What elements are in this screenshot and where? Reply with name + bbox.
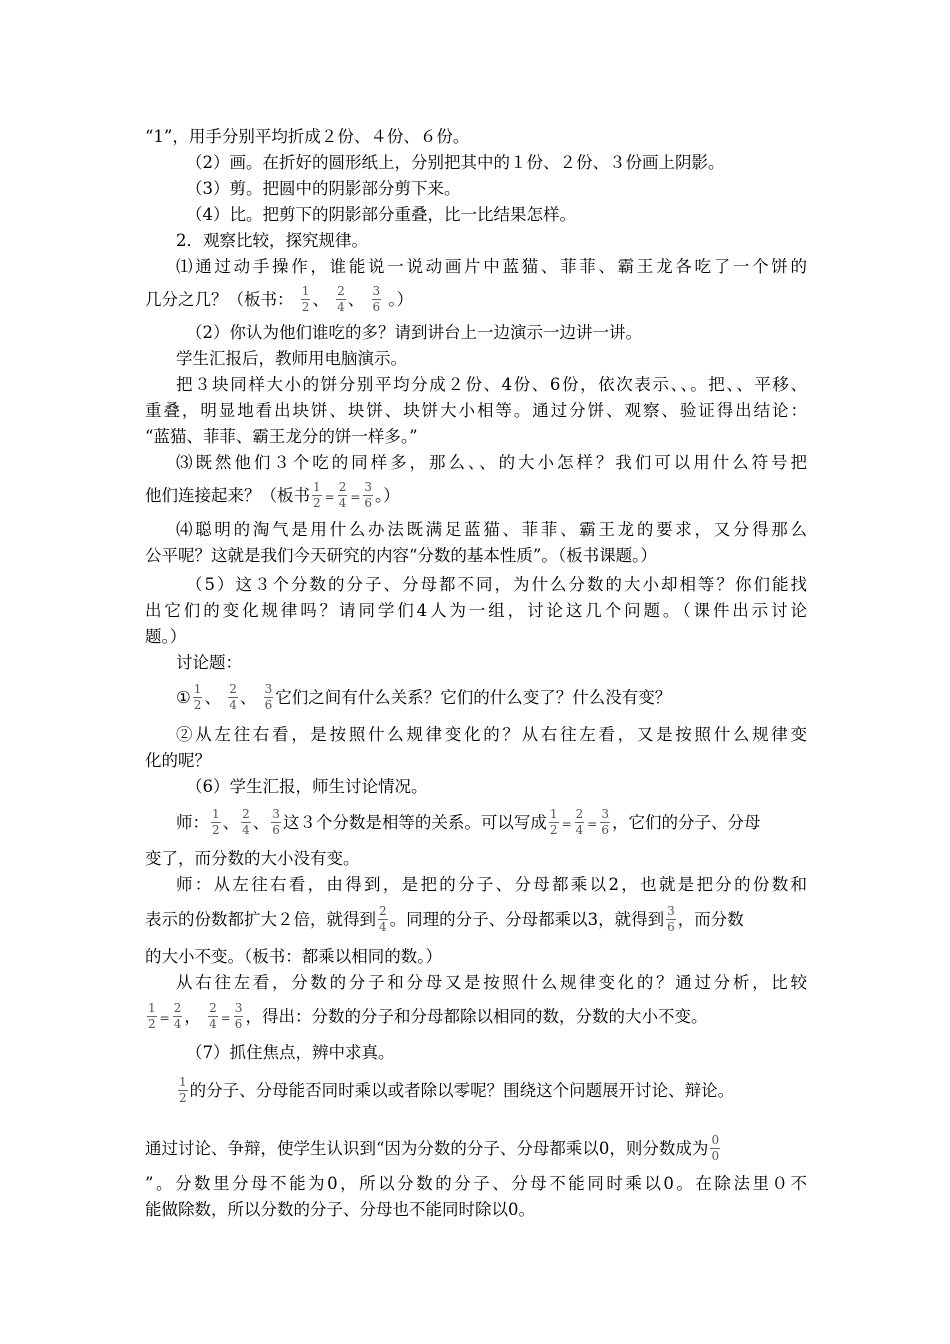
equals-sign: =: [324, 489, 335, 504]
separator: 、: [312, 290, 329, 309]
text-line: 重叠，明显地看出块饼、块饼、块饼大小相等。通过分饼、观察、验证得出结论：: [145, 401, 807, 420]
text-line: 能做除数，所以分数的分子、分母也不能同时除以0。: [145, 1200, 535, 1219]
text-line: 的大小不变。（板书：都乘以相同的数。）: [145, 947, 442, 966]
text-segment: ，而分数: [677, 910, 744, 929]
separator: ，: [184, 1007, 201, 1026]
fraction-two-fourths: $\frac{2}{4}$: [338, 480, 347, 510]
text-segment: 表示的份数都扩大２倍，就得到: [145, 910, 376, 929]
fraction-three-sixths: $\frac{3}{6}$: [272, 807, 280, 837]
text-line-with-fractions: [145, 482, 400, 511]
circled-number: ①: [176, 688, 191, 707]
fraction-two-fourths: $\frac{2}{4}$: [209, 1001, 217, 1031]
fraction-one-half: $\frac{1}{2}$: [212, 807, 220, 837]
text-line: （4）比。把剪下的阴影部分重叠，比一比结果怎样。: [186, 205, 576, 224]
fraction-three-sixths: $\frac{3}{6}$: [372, 284, 381, 314]
text-line-with-fractions: [176, 809, 760, 838]
text-line: 变了，而分数的大小没有变。: [145, 849, 360, 868]
text-line-with-fractions: [176, 1077, 734, 1106]
text-line-with-fractions: [145, 1135, 722, 1164]
text-segment: 通过讨论、争辩，使学生认识到“因为分数的分子、分母都乘以0，则分数成为: [145, 1139, 709, 1158]
equals-sign: =: [587, 816, 598, 831]
fraction-one-half: $\frac{1}{2}$: [549, 807, 558, 837]
text-line: 从右往左看，分数的分子和分母又是按照什么规律变化的？通过分析，比较: [176, 973, 807, 992]
equals-sign: =: [159, 1010, 170, 1025]
separator: 、: [347, 290, 365, 309]
text-line: （6）学生汇报，师生讨论情况。: [186, 777, 428, 796]
fraction-zero-zero: $\frac{0}{0}$: [711, 1133, 720, 1163]
text-line: 把３块同样大小的饼分别平均分成２份、4份、6份，依次表示、、。把、、平移、: [176, 375, 807, 394]
text-line: 学生汇报后，教师用电脑演示。: [176, 349, 407, 368]
text-line: ⑶既然他们３个吃的同样多，那么、、的大小怎样？我们可以用什么符号把: [176, 453, 807, 472]
text-line: ⑴通过动手操作，谁能说一说动画片中蓝猫、菲菲、霸王龙各吃了一个饼的: [176, 257, 807, 276]
separator: 、: [204, 688, 221, 707]
text-line-with-fractions: [145, 1003, 707, 1032]
text-line: ②从左往右看，是按照什么规律变化的？从右往左看，又是按照什么规律变: [176, 725, 807, 744]
fraction-three-sixths: $\frac{3}{6}$: [667, 904, 675, 934]
text-line: 题。）: [145, 627, 187, 646]
separator: 、: [222, 813, 240, 832]
text-line: 讨论题：: [176, 653, 242, 672]
text-line-with-fractions: [176, 684, 671, 713]
text-line: （7）抓住焦点，辨中求真。: [186, 1043, 395, 1062]
fraction-one-half: $\frac{1}{2}$: [313, 480, 321, 510]
text-line: 师：从左往右看，由得到，是把的分子、分母都乘以2，也就是把分的份数和: [176, 875, 807, 894]
text-segment: 这３个分数是相等的关系。可以写成: [282, 813, 547, 832]
text-segment: 。同理的分子、分母都乘以3，就得到: [389, 910, 665, 929]
text-line-with-fractions: [145, 906, 744, 935]
text-line: “蓝猫、菲菲、霸王龙分的饼一样多。”: [145, 427, 418, 446]
text-segment: 的分子、分母能否同时乘以或者除以零呢？围绕这个问题展开讨论、辩论。: [189, 1081, 735, 1100]
text-line: “1”，用手分别平均折成２份、４份、６份。: [145, 127, 470, 146]
fraction-three-sixths: $\frac{3}{6}$: [264, 682, 273, 712]
fraction-two-fourths: $\frac{2}{4}$: [337, 284, 345, 314]
equals-sign: =: [561, 816, 572, 831]
text-line: ”。分数里分母不能为0，所以分数的分子、分母不能同时乘以0。在除法里０不: [145, 1174, 807, 1193]
text-line: （2）你认为他们谁吃的多？请到讲台上一边演示一边讲一讲。: [186, 323, 642, 342]
fraction-three-sixths: $\frac{3}{6}$: [234, 1001, 243, 1031]
text-segment: 。）: [375, 486, 400, 505]
text-line: ⑷聪明的淘气是用什么办法既满足蓝猫、菲菲、霸王龙的要求，又分得那么: [176, 520, 807, 539]
fraction-two-fourths: $\frac{2}{4}$: [229, 682, 237, 712]
equals-sign: =: [220, 1010, 231, 1025]
text-segment: 他们连接起来？（板书: [145, 486, 310, 505]
text-line: 出它们的变化规律吗？请同学们4人为一组，讨论这几个问题。（课件出示讨论: [145, 601, 807, 620]
text-line: （3）剪。把圆中的阴影部分剪下来。: [186, 179, 461, 198]
text-segment: ，得出：分数的分子和分母都除以相同的数，分数的大小不变。: [245, 1007, 708, 1026]
fraction-two-fourths: $\frac{2}{4}$: [575, 807, 584, 837]
equals-sign: =: [350, 489, 361, 504]
fraction-two-fourths: $\frac{2}{4}$: [242, 807, 250, 837]
fraction-one-half: $\frac{1}{2}$: [179, 1075, 187, 1105]
fraction-three-sixths: $\frac{3}{6}$: [601, 807, 609, 837]
separator: 、: [239, 688, 257, 707]
text-segment: ，它们的分子、分母: [611, 813, 761, 832]
text-line: 化的呢？: [145, 751, 211, 770]
text-line: （2）画。在折好的圆形纸上，分别把其中的１份、２份、３份画上阴影。: [186, 153, 725, 172]
text-line-with-fractions: [145, 286, 413, 315]
text-line: 公平呢？这就是我们今天研究的内容“分数的基本性质”。（板书课题。）: [145, 546, 657, 565]
fraction-two-fourths: $\frac{2}{4}$: [173, 1001, 182, 1031]
fraction-one-half: $\frac{1}{2}$: [301, 284, 310, 314]
text-segment: 。）: [388, 290, 414, 309]
fraction-one-half: $\frac{1}{2}$: [193, 682, 202, 712]
text-segment: 它们之间有什么关系？它们的什么变了？什么没有变？: [275, 688, 672, 707]
separator: 、: [252, 813, 270, 832]
fraction-one-half: $\frac{1}{2}$: [148, 1001, 156, 1031]
fraction-two-fourths: $\frac{2}{4}$: [379, 904, 387, 934]
text-segment: 师：: [176, 813, 209, 832]
text-line: （5）这３个分数的分子、分母都不同，为什么分数的大小却相等？你们能找: [186, 575, 807, 594]
fraction-three-sixths: $\frac{3}{6}$: [364, 480, 373, 510]
section-heading: 2．观察比较，探究规律。: [176, 231, 368, 250]
text-segment: 几分之几？（板书：: [145, 290, 294, 309]
